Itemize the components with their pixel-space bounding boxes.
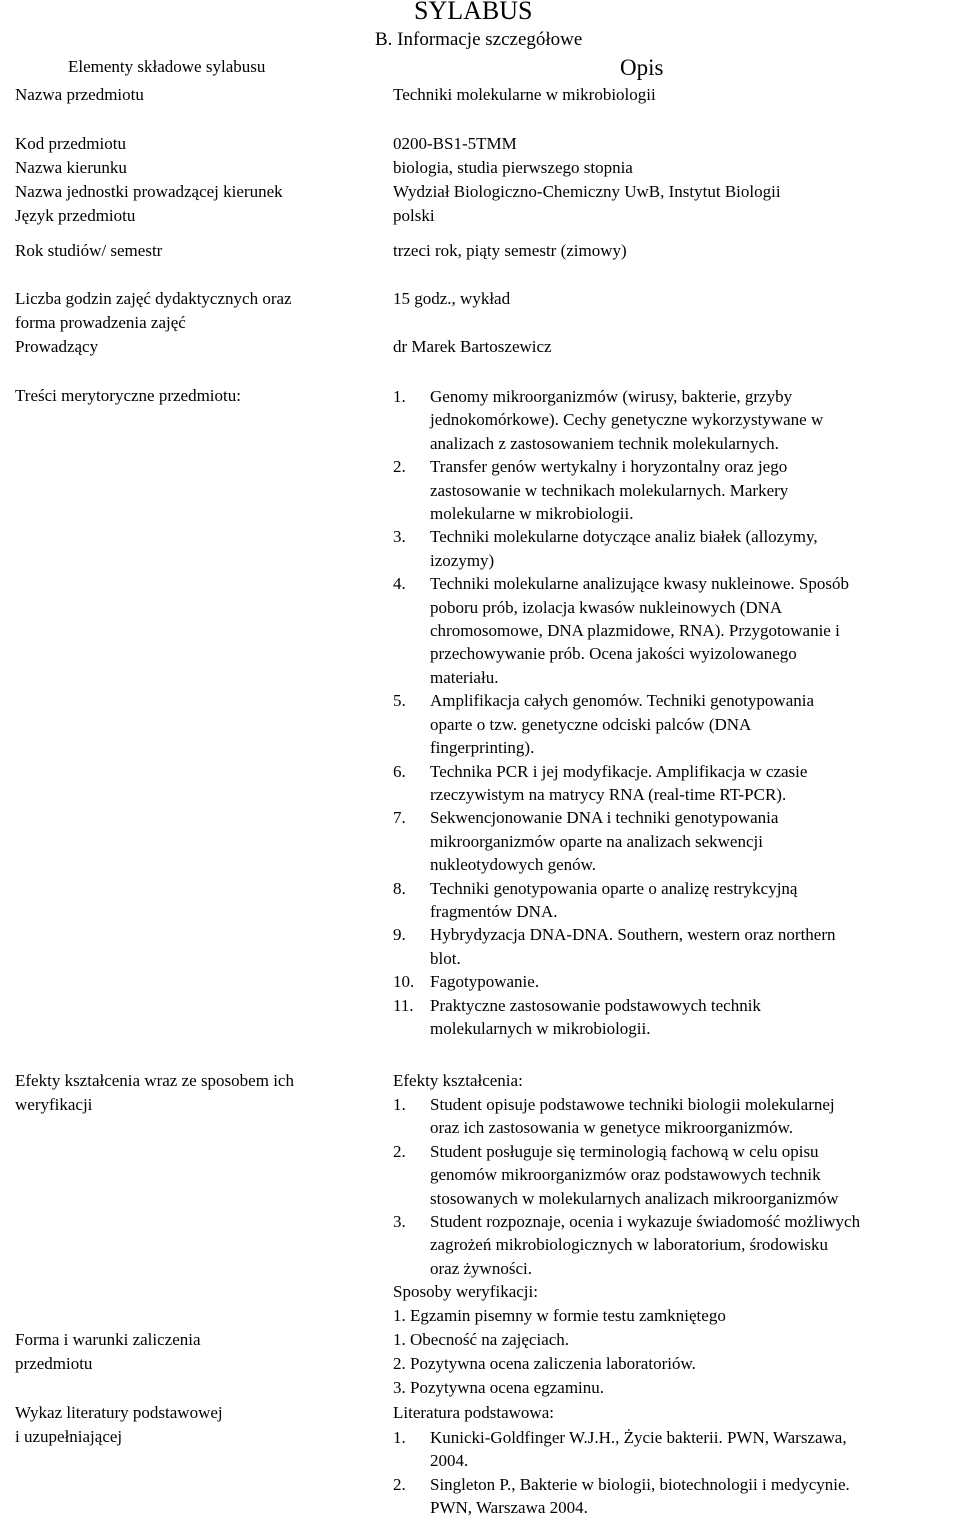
list-item-line: Genomy mikroorganizmów (wirusy, bakterie, grzyby (430, 387, 793, 406)
list-number: 6. (393, 761, 406, 781)
list-number: 4. (393, 574, 406, 594)
list-item-line: 2004. (430, 1451, 469, 1471)
outcomes-list (393, 1093, 860, 1280)
list-item-line: Praktyczne zastosowanie podstawowych technik (430, 995, 761, 1015)
label-outcomes-line2: weryfikacji (15, 1095, 93, 1114)
content-list-item (393, 455, 849, 525)
list-number: 2. (393, 1474, 406, 1494)
content-list-item (393, 994, 849, 1041)
content-list-item (393, 923, 849, 970)
value-hours: 15 godz., wykład (393, 289, 511, 308)
outcome-list-item (393, 1093, 860, 1140)
content-list-item (393, 806, 849, 876)
list-item-line: mikroorganizmów oparte na analizach sekwencji (430, 831, 763, 851)
content-list-item (393, 572, 849, 689)
value-year-semester: trzeci rok, piąty semestr (zimowy) (393, 241, 627, 260)
content-list-item (393, 525, 849, 572)
list-item-line: Sekwencjonowanie DNA i techniki genotypowania (430, 808, 779, 828)
list-item-line: oraz ich zastosowania w genetyce mikroorganizmów. (430, 1118, 794, 1138)
passing-item-1: 1. Obecność na zajęciach. (393, 1330, 570, 1349)
outcomes-heading: Efekty kształcenia: (393, 1071, 523, 1090)
label-language: Język przedmiotu (15, 206, 136, 225)
outcome-list-item (393, 1140, 860, 1210)
verification-item: 1. Egzamin pisemny w formie testu zamkniętego (393, 1306, 726, 1325)
list-item-line: zastosowanie w technikach molekularnych. Markery (430, 480, 789, 500)
list-number: 3. (393, 1212, 406, 1232)
content-list-item (393, 760, 849, 807)
literature-list (393, 1426, 850, 1520)
label-literature-line2: i uzupełniającej (15, 1427, 123, 1446)
list-number: 7. (393, 808, 406, 828)
list-item-line: Student opisuje podstawowe techniki biologii molekularnej (430, 1095, 835, 1114)
list-number: 5. (393, 691, 406, 711)
value-course-name: Techniki molekularne w mikrobiologii (393, 85, 656, 104)
list-item-line: poboru prób, izolacja kwasów nukleinowych (DNA (430, 597, 783, 617)
list-item-line: jednokomórkowe). Cechy genetyczne wykorzystywane w (430, 410, 824, 430)
label-course-name: Nazwa przedmiotu (15, 85, 144, 104)
list-item-line: Techniki molekularne dotyczące analiz białek (allozymy, (430, 527, 818, 547)
column-header-description: Opis (620, 55, 664, 80)
list-item-line: Fagotypowanie. (430, 972, 540, 992)
outcome-list-item (393, 1210, 860, 1280)
course-content-list (393, 385, 849, 1040)
list-item-line: Transfer genów wertykalny i horyzontalny oraz jego (430, 457, 788, 477)
list-item-line: analizach z zastosowaniem technik molekularnych. (430, 433, 779, 453)
passing-item-3: 3. Pozytywna ocena egzaminu. (393, 1378, 605, 1397)
list-item-line: PWN, Warszawa 2004. (430, 1498, 588, 1518)
list-item-line: fragmentów DNA. (430, 901, 558, 921)
verification-heading: Sposoby weryfikacji: (393, 1282, 538, 1301)
list-item-line: Singleton P., Bakterie w biologii, biotechnologii i medycynie. (430, 1474, 850, 1494)
list-number: 1. (393, 1428, 406, 1447)
list-item-line: Techniki genotypowania oparte o analizę restrykcyjną (430, 878, 798, 898)
section-subtitle: B. Informacje szczegółowe (375, 29, 583, 50)
label-lecturer: Prowadzący (15, 337, 99, 356)
value-unit: Wydział Biologiczno-Chemiczny UwB, Instytut Biologii (393, 182, 781, 201)
literature-list-item (393, 1473, 850, 1520)
content-list-item (393, 877, 849, 924)
list-number: 8. (393, 878, 406, 898)
list-item-line: materiału. (430, 667, 499, 687)
list-item-line: Student rozpoznaje, ocenia i wykazuje świadomość możliwych (430, 1212, 861, 1232)
label-course-content: Treści merytoryczne przedmiotu: (15, 386, 241, 405)
literature-list-item (393, 1426, 850, 1473)
value-field-of-study: biologia, studia pierwszego stopnia (393, 158, 633, 177)
list-item-line: blot. (430, 948, 461, 968)
list-number: 1. (393, 387, 406, 406)
list-item-line: molekularne w mikrobiologii. (430, 504, 634, 524)
list-item-line: oparte o tzw. genetyczne odciski palców (DNA (430, 714, 752, 734)
list-item-line: przechowywanie prób. Ocena jakości wyizolowanego (430, 644, 797, 664)
list-item-line: Techniki molekularne analizujące kwasy nukleinowe. Sposób (430, 574, 849, 594)
list-item-line: zagrożeń mikrobiologicznych w laboratorium, środowisku (430, 1235, 828, 1255)
list-number: 2. (393, 457, 406, 477)
label-hours-line2: forma prowadzenia zajęć (15, 313, 186, 332)
label-unit: Nazwa jednostki prowadzącej kierunek (15, 182, 283, 201)
list-item-line: Amplifikacja całych genomów. Techniki genotypowania (430, 691, 815, 711)
value-course-code: 0200-BS1-5TMM (393, 134, 517, 153)
label-field-of-study: Nazwa kierunku (15, 158, 127, 177)
list-item-line: Hybrydyzacja DNA-DNA. Southern, western oraz northern (430, 925, 836, 945)
label-outcomes-line1: Efekty kształcenia wraz ze sposobem ich (15, 1071, 294, 1090)
list-number: 1. (393, 1095, 406, 1114)
value-language: polski (393, 206, 435, 225)
label-literature-line1: Wykaz literatury podstawowej (15, 1403, 223, 1422)
label-passing-line1: Forma i warunki zaliczenia (15, 1330, 201, 1349)
list-number: 2. (393, 1141, 406, 1161)
content-list-item (393, 689, 849, 759)
label-year-semester: Rok studiów/ semestr (15, 241, 163, 260)
list-item-line: rzeczywistym na matrycy RNA (real-time RT-PCR). (430, 784, 787, 804)
document-title: SYLABUS (414, 0, 533, 25)
value-lecturer: dr Marek Bartoszewicz (393, 337, 552, 356)
list-item-line: Student posługuje się terminologią fachową w celu opisu (430, 1141, 819, 1161)
content-list-item (393, 970, 849, 993)
list-item-line: Technika PCR i jej modyfikacje. Amplifikacja w czasie (430, 761, 808, 781)
list-item-line: oraz żywności. (430, 1258, 532, 1278)
content-list-item (393, 385, 849, 455)
list-number: 9. (393, 925, 406, 945)
column-header-elements: Elementy składowe sylabusu (68, 57, 266, 76)
list-item-line: molekularnych w mikrobiologii. (430, 1018, 651, 1038)
label-course-code: Kod przedmiotu (15, 134, 126, 153)
list-item-line: nukleotydowych genów. (430, 855, 597, 875)
label-hours-line1: Liczba godzin zajęć dydaktycznych oraz (15, 289, 292, 308)
list-number: 11. (393, 995, 414, 1015)
list-item-line: genomów mikroorganizmów oraz podstawowych technik (430, 1165, 821, 1185)
list-item-line: chromosomowe, DNA plazmidowe, RNA). Przygotowanie i (430, 621, 840, 641)
passing-item-2: 2. Pozytywna ocena zaliczenia laboratoriów. (393, 1354, 696, 1373)
list-item-line: Kunicki-Goldfinger W.J.H., Życie bakterii. PWN, Warszawa, (430, 1428, 847, 1447)
list-number: 3. (393, 527, 406, 547)
label-passing-line2: przedmiotu (15, 1354, 93, 1373)
list-item-line: fingerprinting). (430, 738, 535, 758)
list-item-line: stosowanych w molekularnych analizach mikroorganizmów (430, 1188, 839, 1208)
list-item-line: izozymy) (430, 550, 495, 570)
list-number: 10. (393, 972, 415, 992)
literature-heading: Literatura podstawowa: (393, 1403, 554, 1422)
